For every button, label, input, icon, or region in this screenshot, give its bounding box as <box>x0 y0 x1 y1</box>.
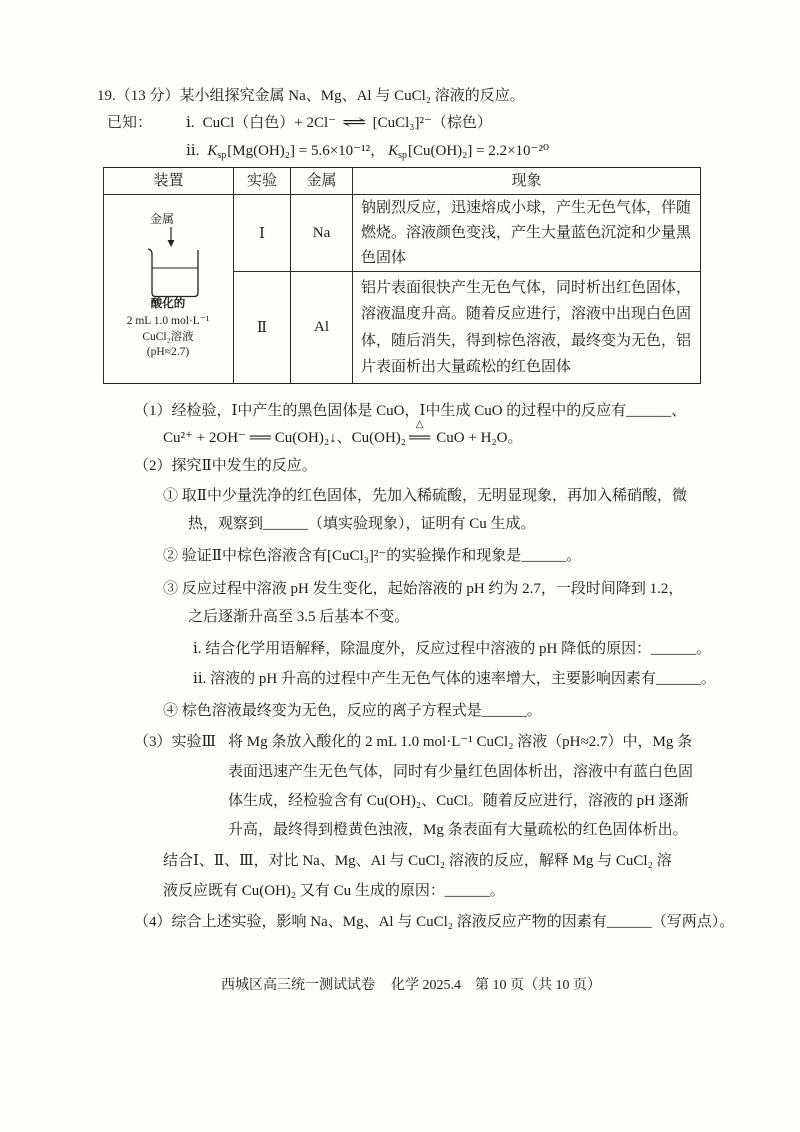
solution-label-line: CuCl₂溶液 <box>142 331 194 343</box>
ksp-mg-value: [Mg(OH)₂] = 5.6×10⁻¹²， <box>227 143 386 159</box>
q2-part-2: ② 验证Ⅱ中棕色溶液含有[CuCl₃]²⁻的实验操作和现象是______。 <box>163 548 582 564</box>
footer-exam-name: 西城区高三统一测试试卷 <box>221 978 375 993</box>
page-footer <box>221 976 601 996</box>
q2-part-3-ii: ⅱ. 溶液的 pH 升高的过程中产生无色气体的速率增大，主要影响因素有______。 <box>193 671 716 687</box>
beaker-outline <box>148 249 198 297</box>
apparatus-cell <box>104 195 234 384</box>
q2-part-3-line: 之后逐渐升高至 3.5 后基本不变。 <box>188 609 410 625</box>
phenomenon-line: 燃烧。溶液颜色变浅，产生大量蓝色沉淀和少量黑 <box>361 224 692 241</box>
question-title <box>97 86 525 106</box>
table-row <box>104 195 701 272</box>
question-number: 19. <box>97 88 116 104</box>
ksp-symbol: K <box>388 143 399 159</box>
metal-name: Al <box>291 272 353 384</box>
q3-prompt-line: 结合Ⅰ、Ⅱ、Ⅲ，对比 Na、Mg、Al 与 CuCl₂ 溶液的反应，解释 Mg 与 CuCl₂ 溶 <box>163 853 672 869</box>
heating-condition-icon: △ <box>415 419 424 430</box>
q2-part-3-i: ⅰ. 结合化学用语解释，除温度外，反应过程中溶液的 pH 降低的原因：______。 <box>193 641 712 657</box>
known-item-ii <box>186 141 549 166</box>
item-ii-marker: ⅱ. <box>186 143 200 159</box>
item-i-reactants: CuCl（白色）+ 2Cl⁻ <box>202 115 337 131</box>
phenomenon-line: 钠剧烈反应，迅速熔成小球，产生无色气体，伴随 <box>361 199 692 216</box>
experiment-table <box>103 167 701 384</box>
metal-name: Na <box>291 195 353 272</box>
q3-description-line: 将 Mg 条放入酸化的 2 mL 1.0 mol·L⁻¹ CuCl₂ 溶液（pH≈2.7）中，Mg 条 <box>228 734 693 750</box>
header-experiment: 实验 <box>234 168 291 195</box>
known-label: 已知： <box>107 115 153 131</box>
q1-equation-2-products: CuO + H₂O。 <box>436 430 523 446</box>
apparatus-metal-label: 金属 <box>149 212 174 226</box>
phenomenon-cell <box>353 195 701 272</box>
phenomenon-line: 体，随后消失，得到棕色溶液，最终变为无色，铝 <box>361 332 692 349</box>
experiment-id: Ⅱ <box>234 272 291 384</box>
q4-text: （4）综合上述实验，影响 Na、Mg、Al 与 CuCl₂ 溶液反应产物的因素有______（写两点）。 <box>134 914 735 930</box>
q3-description-line: 表面迅速产生无色气体，同时有少量红色固体析出，溶液中有蓝白色固 <box>228 764 694 780</box>
apparatus-diagram <box>104 195 232 383</box>
table-header-row <box>104 168 701 195</box>
ksp-subscript: sp <box>398 150 407 161</box>
arrow-head-icon <box>168 240 175 247</box>
q2-part-1-line: ① 取Ⅱ中少量洗净的红色固体，先加入稀硫酸，无明显现象，再加入稀硝酸，微 <box>163 488 687 504</box>
phenomenon-line: 色固体 <box>361 249 407 266</box>
question-stem: 某小组探究金属 Na、Mg、Al 与 CuCl₂ 溶液的反应。 <box>179 88 525 104</box>
experiment-id: Ⅰ <box>234 195 291 272</box>
question-score: （13 分） <box>115 88 180 104</box>
ksp-subscript: sp <box>217 150 227 161</box>
q2-part-3-line: ③ 反应过程中溶液 pH 发生变化，起始溶液的 pH 约为 2.7，一段时间降到 1.2， <box>163 581 684 597</box>
solution-label-line: 2 mL 1.0 mol·L⁻¹ <box>126 315 210 327</box>
q3-label: （3）实验Ⅲ <box>134 734 216 750</box>
header-phenomenon: 现象 <box>353 168 701 195</box>
header-metal: 金属 <box>291 168 353 195</box>
q3-description-line: 升高，最终得到橙黄色浊液，Mg 条表面有大量疏松的红色固体析出。 <box>228 822 688 838</box>
phenomenon-line: 铝片表面很快产生无色气体，同时析出红色固体， <box>361 279 692 296</box>
header-apparatus: 装置 <box>104 168 234 195</box>
phenomenon-line: 片表面析出大量疏松的红色固体 <box>361 358 572 375</box>
q1-equations-line <box>163 419 523 448</box>
known-item-i <box>186 113 492 133</box>
solution-label-line: 酸化的 <box>150 298 186 310</box>
q3-prompt-line: 液反应既有 Cu(OH)₂ 又有 Cu 生成的原因：______。 <box>163 883 505 899</box>
q3-description-line: 体生成，经检验含有 Cu(OH)₂、CuCl。随着反应进行，溶液的 pH 逐渐 <box>228 793 689 809</box>
ksp-cu-value: [Cu(OH)₂] = 2.2×10⁻²⁰ <box>408 143 549 159</box>
q1-equation-1: Cu²⁺ + 2OH⁻ ══ Cu(OH)₂↓、Cu(OH)₂ <box>163 430 406 446</box>
q2-part-1-line: 热，观察到______（填实验现象），证明有 Cu 生成。 <box>188 516 536 532</box>
q2-heading: （2）探究Ⅱ中发生的反应。 <box>134 458 317 474</box>
footer-subject-date: 化学 2025.4 <box>391 978 461 993</box>
ksp-symbol: K <box>207 143 218 159</box>
heating-equals-sign <box>409 419 431 448</box>
solution-label-line: (pH≈2.7) <box>146 346 190 358</box>
phenomenon-cell <box>353 272 701 384</box>
reversible-arrow: ⇌ <box>341 115 367 131</box>
q2-part-4: ④ 棕色溶液最终变为无色，反应的离子方程式是______。 <box>163 703 542 719</box>
item-i-products: [CuCl₃]²⁻（棕色） <box>372 115 492 131</box>
footer-page-number: 第 10 页（共 10 页） <box>475 978 601 993</box>
phenomenon-line: 溶液温度升高。随着反应进行，溶液中出现白色固 <box>361 306 692 323</box>
item-i-marker: ⅰ. <box>186 115 195 131</box>
q1-line: （1）经检验，Ⅰ中产生的黑色固体是 CuO，Ⅰ中生成 CuO 的过程中的反应有______、 <box>134 403 687 419</box>
equals-sign: ══ <box>409 430 431 446</box>
